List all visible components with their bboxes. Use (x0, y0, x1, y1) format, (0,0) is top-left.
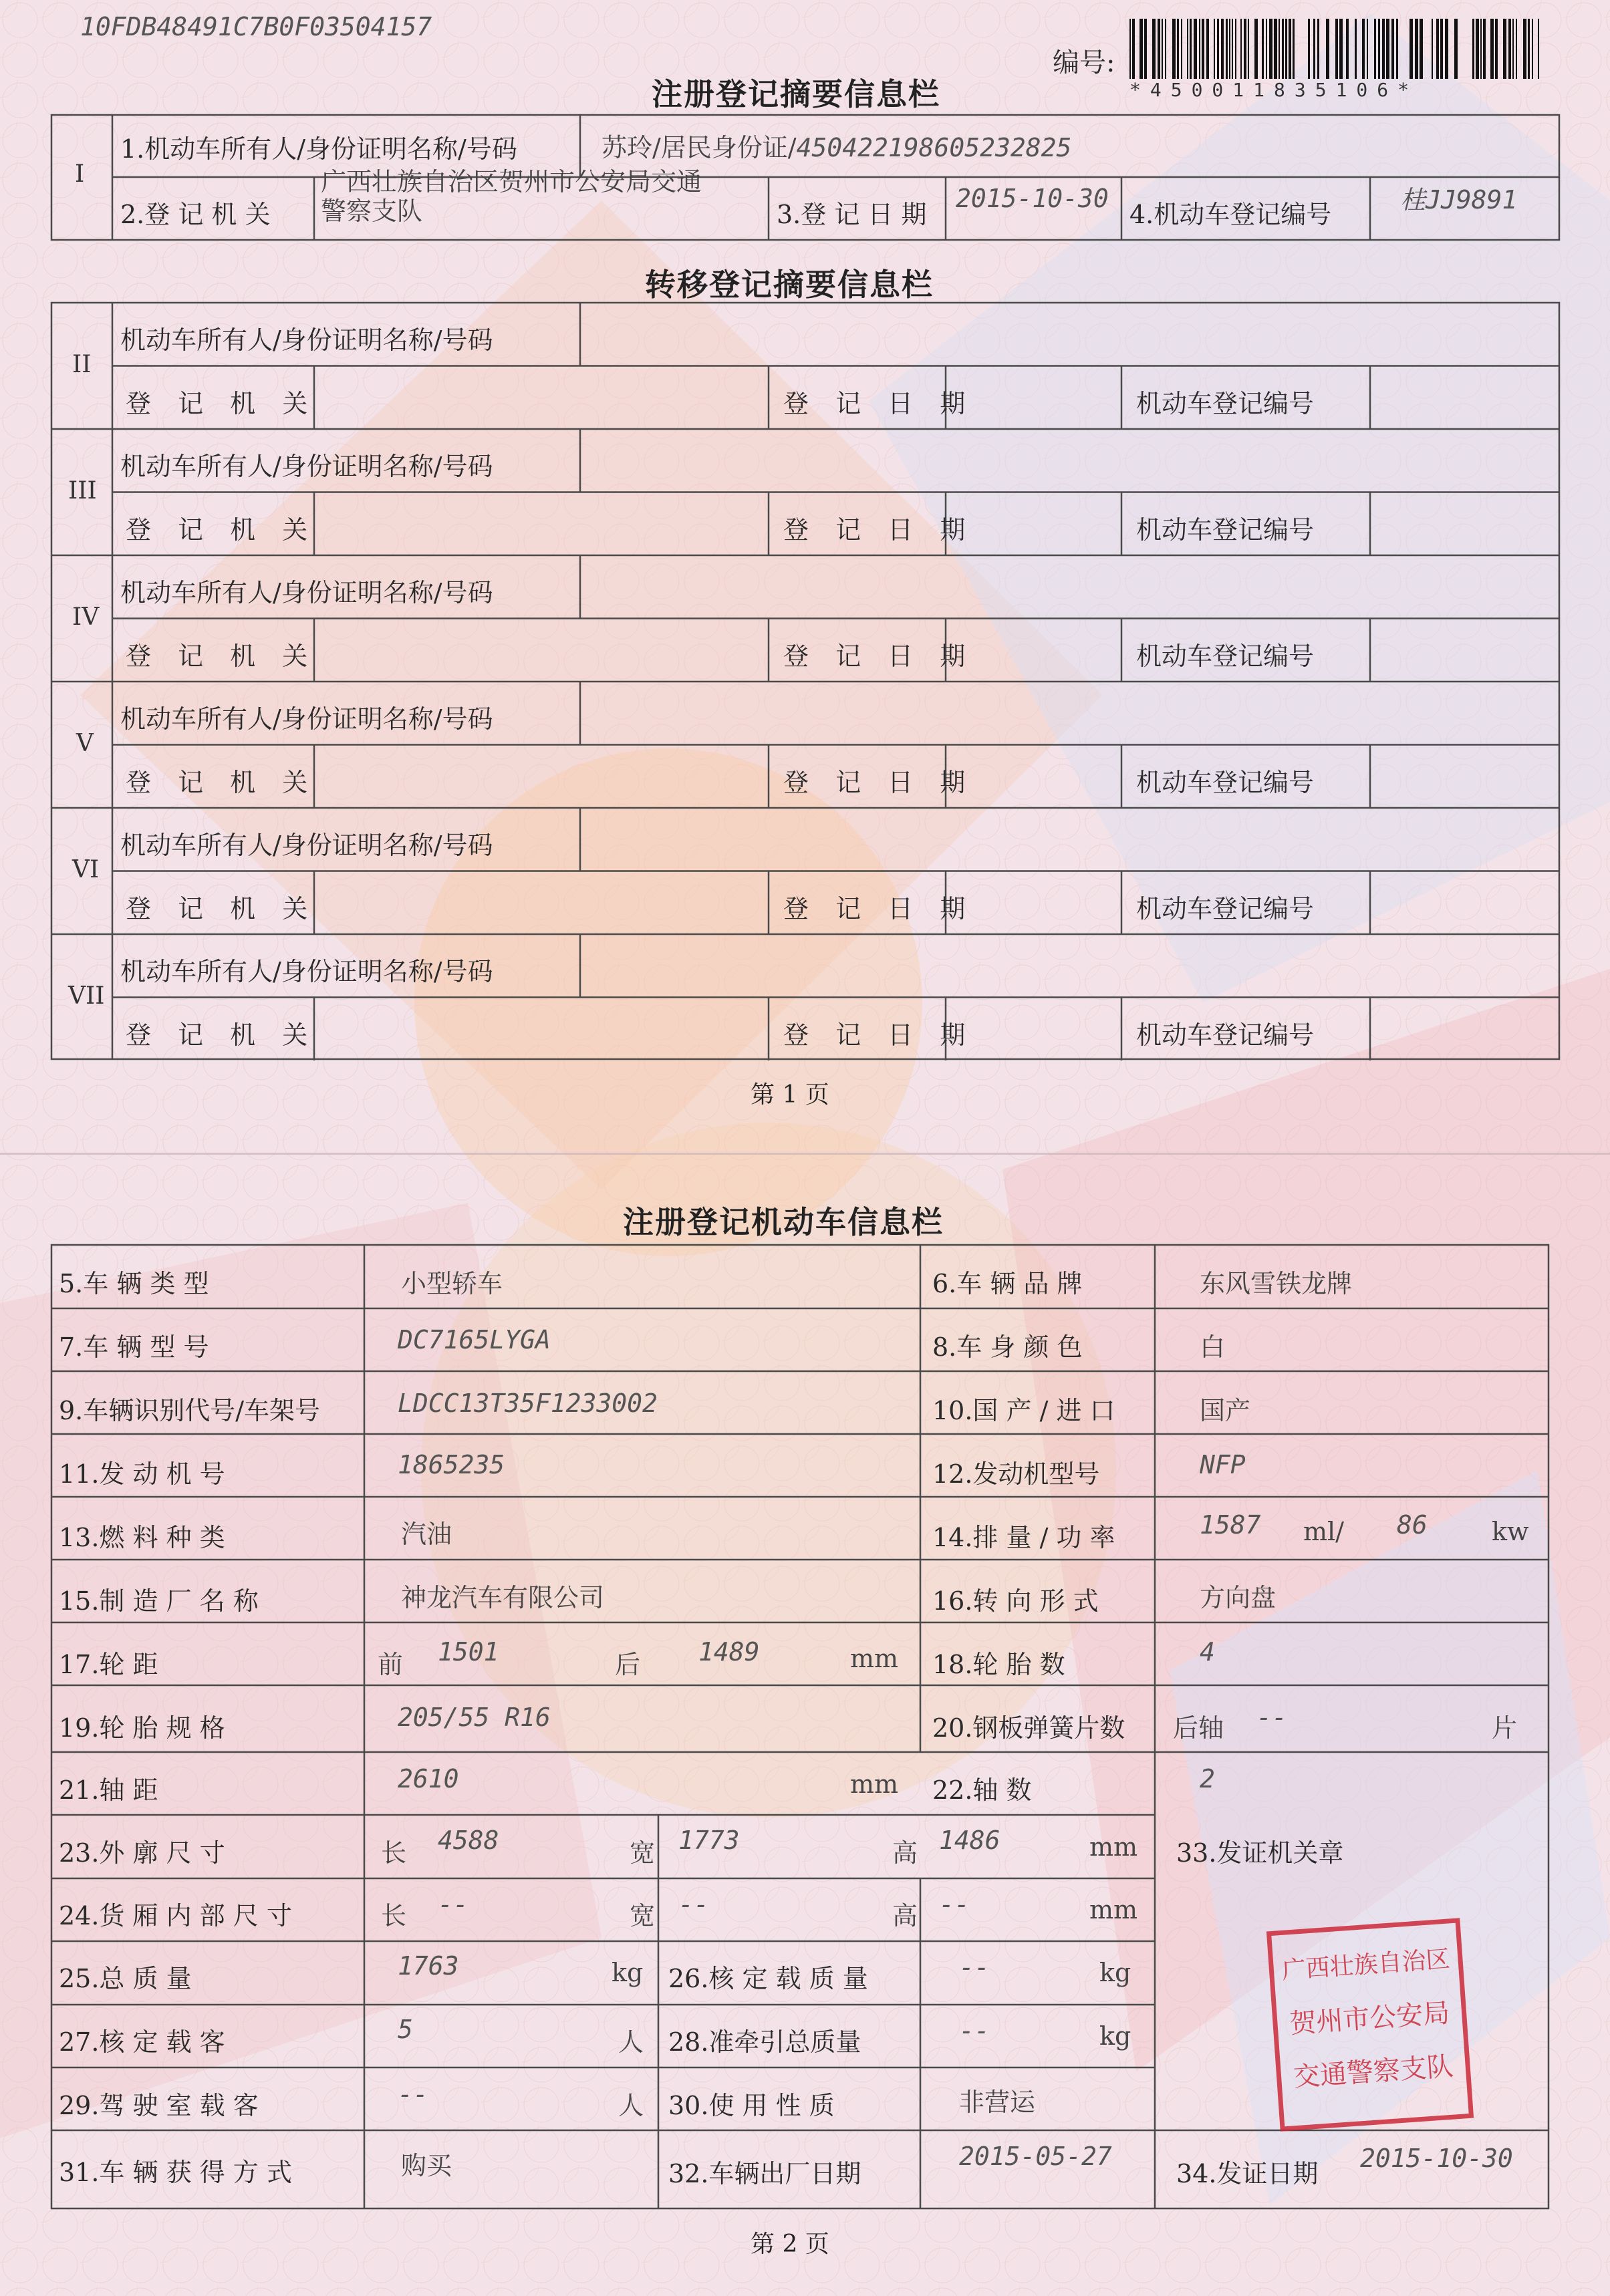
vehicle-type-value: 小型轿车 (401, 1269, 503, 1298)
track-width-label: 17.轮 距 (59, 1650, 158, 1679)
displacement-ml-unit: ml/ (1303, 1517, 1344, 1546)
track-rear-label: 后 (615, 1650, 641, 1679)
tire-count-value: 4 (1200, 1637, 1215, 1667)
reg-number-value: 桂JJ9891 (1400, 185, 1518, 214)
engine-number-label: 11.发 动 机 号 (59, 1459, 225, 1489)
transfer-reg-number-label: 机动车登记编号 (1136, 893, 1315, 923)
issue-date-label: 34.发证日期 (1176, 2159, 1319, 2188)
passenger-capacity-value: 5 (398, 2015, 413, 2044)
transfer-roman-numeral: V (76, 730, 94, 757)
owner-name-id-type: 苏玲/居民身份证/450422198605232825 (601, 133, 1072, 162)
reg-number-label: 4.机动车登记编号 (1129, 200, 1332, 229)
overall-dimensions-label: 23.外 廓 尺 寸 (59, 1838, 225, 1868)
transfer-date-label: 登 记 日 期 (783, 767, 975, 797)
transfer-date-label: 登 记 日 期 (783, 893, 975, 923)
usage-nature-value: 非营运 (959, 2088, 1036, 2117)
factory-date-value: 2015-05-27 (959, 2142, 1112, 2171)
owner-label: 1.机动车所有人/身份证明名称/号码 (120, 134, 517, 164)
rated-load-value: -- (959, 1953, 990, 1982)
wheelbase-value: 2610 (398, 1764, 459, 1793)
transfer-date-label: 登 记 日 期 (783, 1020, 975, 1050)
leaf-spring-label: 20.钢板弹簧片数 (932, 1713, 1125, 1743)
transfer-roman-numeral: VII (68, 982, 105, 1010)
body-color-label: 8.车 身 颜 色 (932, 1332, 1083, 1362)
official-seal (1266, 1918, 1474, 2131)
origin-value: 国产 (1200, 1396, 1251, 1425)
axle-count-value: 2 (1200, 1764, 1215, 1793)
height-label: 高 (892, 1838, 918, 1868)
width-label: 宽 (630, 1838, 656, 1868)
transfer-owner-label: 机动车所有人/身份证明名称/号码 (120, 831, 493, 860)
engine-model-value: NFP (1200, 1450, 1246, 1479)
leaf-spring-unit: 片 (1492, 1713, 1518, 1743)
registration-date-value: 2015-10-30 (956, 184, 1109, 213)
fuel-type-label: 13.燃 料 种 类 (59, 1523, 225, 1552)
owner-id-number: 450422198605232825 (796, 133, 1072, 162)
transfer-authority-label: 登 记 机 关 (126, 515, 317, 545)
engine-model-label: 12.发动机型号 (932, 1459, 1100, 1489)
summary-section-title: 注册登记摘要信息栏 (652, 76, 940, 112)
vehicle-brand-value: 东风雪铁龙牌 (1200, 1269, 1353, 1298)
transfer-owner-label: 机动车所有人/身份证明名称/号码 (120, 704, 493, 734)
authority-value: 广西壮族自治区贺州市公安局交通 警察支队 (321, 167, 702, 226)
vehicle-brand-label: 6.车 辆 品 牌 (932, 1269, 1083, 1298)
transfer-roman-numeral: IV (72, 603, 100, 631)
power-kw-unit: kw (1492, 1517, 1529, 1546)
page-number-2: 第 2 页 (751, 2231, 829, 2258)
transfer-roman-numeral: III (68, 477, 97, 505)
transfer-owner-label: 机动车所有人/身份证明名称/号码 (120, 452, 493, 481)
track-rear-value: 1489 (698, 1637, 760, 1667)
acquisition-method-label: 31.车 辆 获 得 方 式 (59, 2158, 292, 2187)
cargo-length-label: 长 (381, 1901, 407, 1930)
height-value: 1486 (939, 1826, 1000, 1855)
usage-nature-label: 30.使 用 性 质 (668, 2091, 835, 2120)
track-unit: mm (850, 1644, 899, 1673)
cargo-dimensions-unit: mm (1089, 1895, 1138, 1924)
registration-date-label: 3.登 记 日 期 (777, 200, 927, 229)
transfer-date-label: 登 记 日 期 (783, 641, 975, 671)
axle-count-label: 22.轴 数 (932, 1775, 1032, 1805)
transfer-reg-number-label: 机动车登记编号 (1136, 515, 1315, 545)
power-kw-value: 86 (1397, 1510, 1428, 1540)
leaf-spring-rear-label: 后轴 (1173, 1713, 1224, 1743)
seal-line: 贺州市公安局 (1289, 1997, 1451, 2040)
transfer-section-title: 转移登记摘要信息栏 (645, 267, 934, 303)
transfer-authority-label: 登 记 机 关 (126, 388, 317, 418)
cargo-length-value: -- (438, 1890, 468, 1919)
engine-number-value: 1865235 (398, 1450, 505, 1479)
transfer-authority-label: 登 记 机 关 (126, 1020, 317, 1050)
transfer-reg-number-label: 机动车登记编号 (1136, 641, 1315, 671)
transfer-date-label: 登 记 日 期 (783, 388, 975, 418)
gross-mass-unit: kg (612, 1958, 644, 1987)
cargo-width-value: -- (678, 1890, 709, 1919)
width-value: 1773 (678, 1826, 740, 1855)
towing-mass-label: 28.准牵引总质量 (668, 2027, 861, 2057)
issuer-seal-label: 33.发证机关章 (1176, 1838, 1344, 1868)
vin-value: LDCC13T35F1233002 (398, 1389, 658, 1418)
vehicle-type-label: 5.车 辆 类 型 (59, 1269, 209, 1298)
rated-load-unit: kg (1099, 1958, 1131, 1987)
transfer-reg-number-label: 机动车登记编号 (1136, 1020, 1315, 1050)
wheelbase-unit: mm (850, 1769, 899, 1799)
towing-mass-unit: kg (1099, 2021, 1131, 2051)
vehicle-section-title: 注册登记机动车信息栏 (623, 1204, 944, 1240)
length-value: 4588 (438, 1826, 499, 1855)
authority-label: 2.登 记 机 关 (120, 200, 271, 229)
seal-line: 交通警察支队 (1292, 2051, 1455, 2094)
tire-count-label: 18.轮 胎 数 (932, 1650, 1065, 1679)
page-number-1: 第 1 页 (751, 1081, 829, 1109)
track-front-value: 1501 (438, 1637, 499, 1667)
body-color-value: 白 (1200, 1332, 1226, 1362)
manufacturer-value: 神龙汽车有限公司 (401, 1583, 605, 1612)
number-label: 编号: (1053, 47, 1115, 78)
cargo-height-value: -- (939, 1890, 970, 1919)
transfer-authority-label: 登 记 机 关 (126, 767, 317, 797)
summary-roman-numeral: I (75, 160, 85, 188)
cab-passengers-label: 29.驾 驶 室 载 客 (59, 2091, 259, 2120)
transfer-date-label: 登 记 日 期 (783, 515, 975, 545)
vin-label: 9.车辆识别代号/车架号 (59, 1396, 321, 1425)
length-label: 长 (381, 1838, 407, 1868)
rated-load-label: 26.核 定 载 质 量 (668, 1964, 868, 1993)
vehicle-model-label: 7.车 辆 型 号 (59, 1332, 209, 1362)
steering-value: 方向盘 (1200, 1583, 1277, 1612)
factory-date-label: 32.车辆出厂日期 (668, 2159, 861, 2188)
transfer-authority-label: 登 记 机 关 (126, 641, 317, 671)
dimensions-unit: mm (1089, 1832, 1138, 1862)
tire-spec-label: 19.轮 胎 规 格 (59, 1713, 225, 1743)
displacement-ml-value: 1587 (1200, 1510, 1261, 1540)
gross-mass-value: 1763 (398, 1951, 459, 1981)
steering-label: 16.转 向 形 式 (932, 1586, 1099, 1616)
towing-mass-value: -- (959, 2016, 990, 2045)
transfer-owner-label: 机动车所有人/身份证明名称/号码 (120, 957, 493, 986)
gross-mass-label: 25.总 质 量 (59, 1964, 192, 1993)
tire-spec-value: 205/55 R16 (398, 1703, 551, 1732)
transfer-roman-numeral: VI (72, 856, 100, 883)
transfer-authority-label: 登 记 机 关 (126, 893, 317, 923)
displacement-label: 14.排 量 / 功 率 (932, 1523, 1115, 1552)
cargo-height-label: 高 (892, 1901, 918, 1930)
wheelbase-label: 21.轴 距 (59, 1775, 158, 1805)
transfer-roman-numeral: II (72, 351, 92, 378)
track-front-label: 前 (378, 1650, 404, 1679)
transfer-reg-number-label: 机动车登记编号 (1136, 767, 1315, 797)
leaf-spring-value: -- (1256, 1703, 1287, 1732)
fuel-type-value: 汽油 (401, 1520, 452, 1549)
passenger-capacity-unit: 人 (618, 2027, 644, 2057)
barcode-text: *450011835106* (1129, 79, 1419, 101)
transfer-owner-label: 机动车所有人/身份证明名称/号码 (120, 578, 493, 607)
transfer-reg-number-label: 机动车登记编号 (1136, 388, 1315, 418)
cab-passengers-unit: 人 (618, 2091, 644, 2120)
issue-date-value: 2015-10-30 (1360, 2144, 1513, 2173)
manufacturer-label: 15.制 造 厂 名 称 (59, 1586, 259, 1616)
origin-label: 10.国 产 / 进 口 (932, 1396, 1115, 1425)
transfer-owner-label: 机动车所有人/身份证明名称/号码 (120, 325, 493, 355)
acquisition-method-value: 购买 (401, 2151, 452, 2180)
cab-passengers-value: -- (398, 2079, 428, 2109)
seal-line: 广西壮族自治区 (1281, 1945, 1451, 1985)
document-serial-code: 10FDB48491C7B0F03504157 (80, 12, 432, 41)
vehicle-model-value: DC7165LYGA (398, 1325, 551, 1354)
cargo-width-label: 宽 (630, 1901, 656, 1930)
cargo-dimensions-label: 24.货 厢 内 部 尺 寸 (59, 1901, 292, 1930)
passenger-capacity-label: 27.核 定 载 客 (59, 2027, 225, 2057)
